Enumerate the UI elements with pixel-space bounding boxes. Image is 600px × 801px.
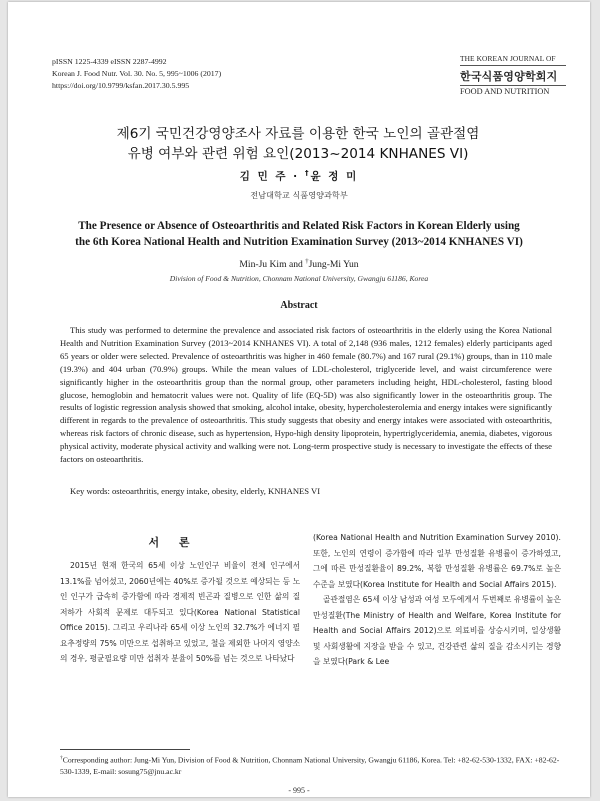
journal-logo-block [460,54,566,96]
corresponding-dagger-en: † [305,258,309,265]
footnote-dagger: † [60,755,63,761]
author-kr-1: 김 민 주 · [239,170,305,183]
intro-paragraph-1: 2015년 현재 한국의 65세 이상 노인인구 비율이 전체 인구에서 13.1%를 넘어섰고, 2060년에는 40%로 증가될 것으로 예상되는 등 노인 인구가 급속히 증가함에 따라 경제적 빈곤과 질병으로 인한 삶의 질 저하가 사회적 문제로 대두되고 있다(Korea National Statistical Office 2015). 그리고 우리나라 65세 이상 노인의 32.7%가 에너지 필요추정량의 75% 미만으로 섭취하고 있었고, 철을 제외한 나머지 영양소의 경우, 평균필요량 미만 섭취자 분율이 50%를 넘는 것으로 나타났다 [60,561,300,663]
footnote-divider [60,749,190,750]
issn-line: pISSN 1225-4339 eISSN 2287-4992 [52,57,167,66]
abstract-body [60,324,552,466]
title-en-line-1: The Presence or Absence of Osteoarthritis and Related Risk Factors in Korean Elderly using [78,220,520,232]
journal-name-kr: 한국식품영양학회지 [460,70,558,83]
author-en-2: Jung-Mi Yun [308,259,359,271]
footnote-text: Corresponding author: Jung-Mi Yun, Division of Food & Nutrition, Chonnam National University, Gwangju 61186, Korea. Tel: +82-62-530-1332, FAX: +82-62-530-1339, E-mail: sosung75@jnu.ac.kr [60,755,560,777]
abstract-heading: Abstract [280,300,318,311]
abstract-text: This study was performed to determine the prevalence and associated risk factors of osteoarthritis in the elderly using the Korea National Health and Nutrition Examination Survey (2013~2014 KNHANES VI). A total of 2,148 (936 males, 1212 females) elderly participants aged 65 years or older were selected. Prevalence of osteoarthritis was higher in 460 female (80.7%) and 167 rural (29.1%) groups, than in 110 male (19.3%) and 404 urban (70.9%) groups. While the mean values of LDL-cholesterol, triglyceride level, and waist circumference were significantly higher in the osteoarthritis group than the normal group, other parameters including height, HDL-cholesterol, fasting blood glucose, hemoglobin and hematocrit values were not. Quality of life (EQ-5D) was also significantly lower in the osteoarthritis group. The results of logistic regression analysis showed that smoking, alcohol intake, obesity, hypercholesterolemia and energy intakes were significantly different in regards to the prevalence of osteoarthritis. This study suggests that obesity and energy intakes were associated with osteoarthritis, whereas risk factors of chronic disease, such as hypertension, Hypo-high density lipoprotein, hypertriglyceridemia, anemia, diabetes, vigorous physical activity, moderate physical activity and walking were not. Long-term prospective study is necessary to investigate the effects of these factors on osteoarthritis. [60,325,552,465]
journal-name-en-top: THE KOREAN JOURNAL OF [460,54,566,66]
page-number: - 995 - [288,786,310,795]
affiliation-korean: 전남대학교 식품영양과학부 [250,190,348,200]
journal-name-en-bottom: FOOD AND NUTRITION [460,85,566,96]
title-korean [38,124,558,164]
intro-paragraph-2: 골관절염은 65세 이상 남성과 여성 모두에게서 두번째로 유병률이 높은 만성질환(The Ministry of Health and Welfare, Korea Institute for Health and Social Affairs 2012)으로 의료비를 상승시키며, 일상생활 및 사회생활에 지장을 받을 수 있고, 건강관련 삶의 질을 감소시키는 경향을 보였다(Park & Lee [313,595,561,666]
doi-link[interactable]: https://doi.org/10.9799/ksfan.2017.30.5.995 [52,81,190,90]
journal-citation-block [52,56,221,92]
corresponding-footnote [60,753,560,778]
author-en-1: Min-Ju Kim and [239,259,306,271]
affiliation-english: Division of Food & Nutrition, Chonnam National University, Gwangju 61186, Korea [169,274,429,283]
body-column-right [313,530,561,670]
paper-page [8,2,590,797]
authors-english [8,258,590,270]
intro-paragraph-1-cont: (Korea National Health and Nutrition Examination Survey 2010). 또한, 노인의 연령이 증가함에 따라 일부 만성질환 유병률이 증가하였고, 그에 따른 만성질환율이 89.2%, 복합 만성질환 유병률은 69.7%로 높은 수준을 보였다(Korea Institute for Health and Social Affairs 2015). [313,533,561,589]
author-kr-2: 윤 정 미 [310,170,359,183]
authors-korean [8,168,590,184]
keywords: Key words: osteoarthritis, energy intake, obesity, elderly, KNHANES VI [70,486,321,496]
title-english [48,218,550,250]
title-kr-line-2: 유병 여부와 관련 위험 요인(2013~2014 KNHANES VI) [127,146,469,162]
title-en-line-2: the 6th Korea National Health and Nutrition Examination Survey (2013~2014 KNHANES VI) [75,236,523,248]
citation-line: Korean J. Food Nutr. Vol. 30. No. 5, 995~1006 (2017) [52,69,222,78]
corresponding-dagger: † [304,168,311,177]
body-column-left [60,558,300,667]
section-heading-introduction: 서 론 [148,536,198,549]
title-kr-line-1: 제6기 국민건강영양조사 자료를 이용한 한국 노인의 골관절염 [116,126,480,142]
